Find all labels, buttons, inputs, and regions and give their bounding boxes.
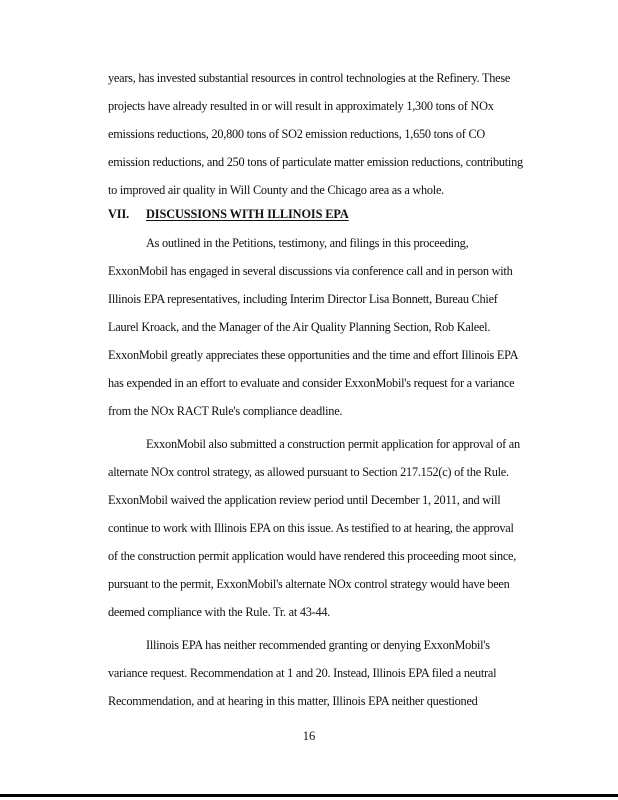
text-line: from the NOx RACT Rule's compliance deadline. [108,404,343,418]
text-line: As outlined in the Petitions, testimony, and filings in this proceeding, [146,236,469,250]
text-line: of the construction permit application would have rendered this proceeding moot since, [108,549,517,563]
section-title: DISCUSSIONS WITH ILLINOIS EPA [146,207,349,221]
text-line: emissions reductions, 20,800 tons of SO2 emission reductions, 1,650 tons of CO [108,127,486,141]
bottom-border-line [0,794,618,797]
page-number: 16 [302,729,316,743]
text-line: variance request. Recommendation at 1 and 20. Instead, Illinois EPA filed a neutral [108,666,497,680]
section-heading [108,207,349,221]
text-line: Laurel Kroack, and the Manager of the Air Quality Planning Section, Rob Kaleel. [108,320,491,334]
text-line: ExxonMobil greatly appreciates these opportunities and the time and effort Illinois EPA [108,348,519,362]
text-line: continue to work with Illinois EPA on this issue. As testified to at hearing, the approval [108,521,514,535]
text-line: projects have already resulted in or will result in approximately 1,300 tons of NOx [108,99,494,113]
text-line: ExxonMobil waived the application review period until December 1, 2011, and will [108,493,501,507]
text-line: emission reductions, and 250 tons of particulate matter emission reductions, contributing [108,155,523,169]
text-line: years, has invested substantial resources in control technologies at the Refinery. These [108,71,511,85]
text-line: Illinois EPA representatives, including Interim Director Lisa Bonnett, Bureau Chief [108,292,498,306]
text-line: to improved air quality in Will County and the Chicago area as a whole. [108,183,445,197]
text-line: ExxonMobil also submitted a construction permit application for approval of an [146,437,520,451]
text-line: ExxonMobil has engaged in several discussions via conference call and in person with [108,264,513,278]
text-line: Recommendation, and at hearing in this matter, Illinois EPA neither questioned [108,694,478,708]
text-line: Illinois EPA has neither recommended granting or denying ExxonMobil's [146,638,490,652]
text-line: pursuant to the permit, ExxonMobil's alternate NOx control strategy would have been [108,577,510,591]
text-line: alternate NOx control strategy, as allowed pursuant to Section 217.152(c) of the Rule. [108,465,509,479]
text-line: has expended in an effort to evaluate and consider ExxonMobil's request for a variance [108,376,515,390]
section-number: VII. [108,207,130,221]
text-line: deemed compliance with the Rule. Tr. at 43-44. [108,605,331,619]
